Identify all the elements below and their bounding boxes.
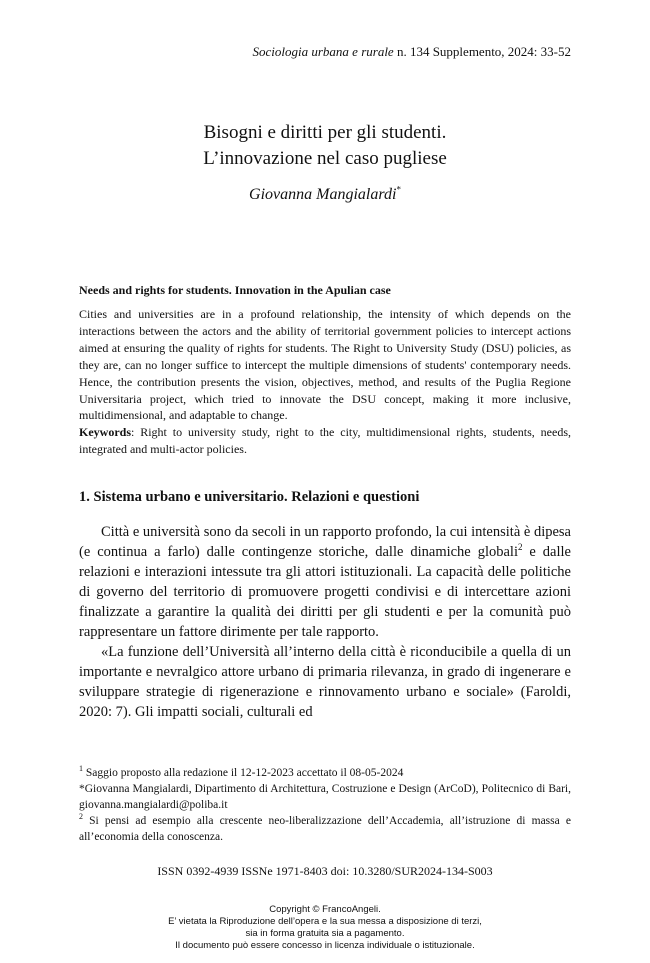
footnotes bbox=[79, 765, 571, 845]
author-name: Giovanna Mangialardi bbox=[249, 186, 397, 203]
keywords-text: : Right to university study, right to the city, multidimensional rights, students, needs, integrated and multi-actor policies. bbox=[79, 425, 571, 457]
abstract bbox=[79, 306, 571, 458]
footnote-2-text: Si pensi ad esempio alla crescente neo-liberalizzazione dell’Accademia, all’istruzione di massa e all’economia della conoscenza. bbox=[79, 815, 571, 843]
english-title: Needs and rights for students. Innovation in the Apulian case bbox=[79, 283, 391, 297]
footnote-2 bbox=[79, 813, 571, 845]
copyright-line-1: Copyright © FrancoAngeli. bbox=[269, 904, 381, 915]
paragraph-2: «La funzione dell’Università all’interno della città è riconducibile a quella di un importante e nevralgico attore urbano di primaria rilevanza, in grado di ingenerare e sviluppare strategie di rigenerazione e rinnovamento urbano e sociale» (Faroldi, 2020: 7). Gli impatti sociali, culturali ed bbox=[79, 644, 571, 720]
footnote-1-mark: 1 bbox=[79, 764, 83, 774]
author-footnote-mark: * bbox=[396, 184, 401, 195]
footnote-author: *Giovanna Mangialardi, Dipartimento di Architettura, Costruzione e Design (ArCoD), Politecnico di Bari, giovanna.mangialardi@poliba.it bbox=[79, 783, 571, 811]
journal-name: Sociologia urbana e rurale bbox=[252, 44, 394, 59]
copyright-line-3: sia in forma gratuita sia a pagamento. bbox=[245, 928, 405, 939]
title-line-1: Bisogni e diritti per gli studenti. bbox=[203, 122, 447, 143]
keywords-label: Keywords bbox=[79, 425, 131, 440]
title-line-2: L’innovazione nel caso pugliese bbox=[203, 148, 447, 169]
section-heading: 1. Sistema urbano e universitario. Relazioni e questioni bbox=[79, 489, 420, 505]
copyright-line-4: Il documento può essere concesso in licenza individuale o istituzionale. bbox=[175, 940, 475, 951]
copyright-line-2: E’ vietata la Riproduzione dell’opera e la sua messa a disposizione di terzi, bbox=[168, 916, 482, 927]
article-title bbox=[0, 120, 650, 172]
paragraph-1-end: e dalle relazioni e interazioni intessute tra gli attori istituzionali. La capacità delle politiche di governo del territorio di promuovere progetti condivisi e di intercettare azioni finalizzate a garantire la qualità dei diritti per gli studenti e per la comunità può rappresentare un fattore dirimente per tale rapporto. bbox=[79, 544, 571, 640]
author-line bbox=[0, 186, 650, 204]
abstract-text: Cities and universities are in a profound relationship, the intensity of which depends on the interactions between the actors and the ability of territorial government policies to intercept actions aimed at ensuring the quality of rights for students. The Right to University Study (DSU) policies, as they are, can no longer suffice to intercept the multiple dimensions of students' contemporary needs. Hence, the contribution presents the vision, objectives, method, and results of the Puglia Regione Universitaria project, which tried to innovate the DSU concept, making it more inclusive, multidimensional, and adaptable to change. bbox=[79, 307, 571, 423]
issn-doi-line: ISSN 0392-4939 ISSNe 1971-8403 doi: 10.3280/SUR2024-134-S003 bbox=[157, 864, 493, 878]
body-text bbox=[79, 522, 571, 722]
paragraph-1 bbox=[79, 522, 571, 642]
footnote-1 bbox=[79, 765, 571, 781]
issue-info: n. 134 Supplemento, 2024: 33-52 bbox=[393, 44, 571, 59]
footnote-1-text: Saggio proposto alla redazione il 12-12-2023 accettato il 08-05-2024 bbox=[83, 767, 404, 779]
footnote-2-mark: 2 bbox=[79, 812, 83, 822]
copyright-notice bbox=[0, 904, 650, 952]
paragraph-1-start: Città e università sono da secoli in un rapporto profondo, la cui intensità è dipesa (e continua a farlo) dalle contingenze storiche, dalle dinamiche globali bbox=[79, 524, 571, 560]
footnote-ref-2: 2 bbox=[517, 542, 523, 553]
running-header bbox=[253, 44, 571, 60]
